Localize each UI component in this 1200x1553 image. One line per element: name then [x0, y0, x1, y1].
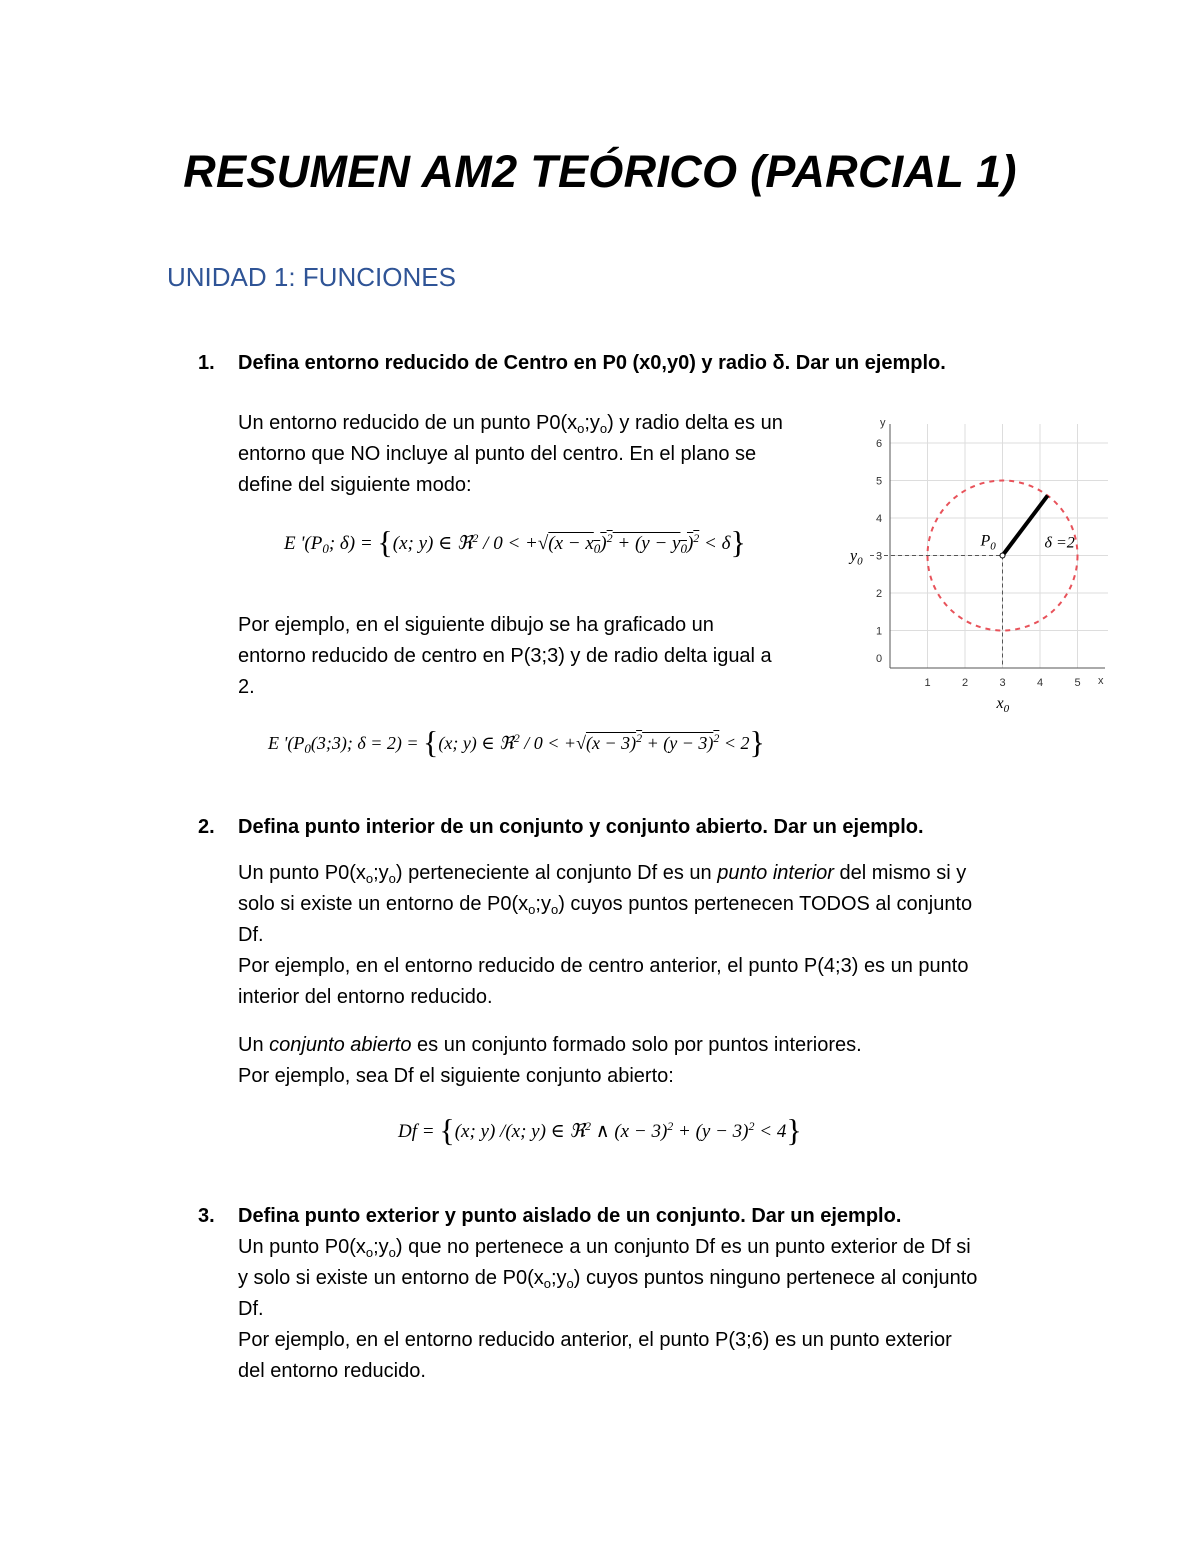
question-text: Defina punto interior de un conjunto y conjunto abierto. Dar un ejemplo.	[238, 816, 924, 838]
x-tick-label: 1	[924, 677, 931, 689]
question-2-title	[198, 816, 924, 839]
q1-definition-paragraph	[238, 408, 783, 501]
text-line: define del siguiente modo:	[238, 474, 472, 496]
question-text: Defina punto exterior y punto aislado de un conjunto. Dar un ejemplo.	[238, 1205, 902, 1227]
q2-interior-paragraph	[238, 858, 972, 1013]
formula-open-set: Df = {(x; y) /(x; y) ∈ ℜ$^2$ ∧ $(x - 3)^2 + (y - 3)^2 < 4$}	[398, 1112, 802, 1148]
y-axis-label: y	[880, 417, 886, 429]
x-tick-label: 2	[962, 677, 969, 689]
q2-open-set-paragraph	[238, 1030, 862, 1092]
text-line: entorno que NO incluye al punto del centro. En el plano se	[238, 443, 757, 465]
text-line: interior del entorno reducido.	[238, 986, 493, 1008]
unit-heading: UNIDAD 1: FUNCIONES	[167, 262, 456, 292]
y-tick-label: 6	[876, 438, 883, 450]
question-text: Defina entorno reducido de Centro en P0 (x0,y0) y radio δ. Dar un ejemplo.	[238, 352, 946, 374]
text-line: Un entorno reducido de un punto $P0(x_o;y_o)$ y radio delta es un	[238, 412, 783, 436]
radius-segment	[1003, 496, 1048, 556]
text-line: y solo si existe un entorno de $P0(x_o;y_o)$ cuyos puntos ninguno pertenece al conjunto	[238, 1267, 978, 1291]
axis-ticks	[876, 438, 1081, 689]
y-tick-label: 5	[876, 475, 883, 488]
y-tick-label: 4	[876, 513, 883, 525]
y-tick-label: 1	[876, 625, 883, 638]
x-tick-label: 4	[1037, 677, 1044, 689]
x-axis-label: x	[1098, 675, 1104, 687]
x-tick-label: 3	[999, 677, 1006, 689]
y0-label: $y_0$	[850, 547, 863, 568]
y-tick-label: 3	[876, 550, 883, 563]
formula-reduced-neighborhood: E '($P_0$; δ) = {(x; y) ∈ ℜ$^2$ / $0 < +√(x - x_0)^2 + (y - y_0)^2 < \delta$}	[284, 524, 746, 560]
question-number: 1.	[198, 352, 215, 374]
text-line: Un punto $P0(x_o;y_o)$ que no pertenece a un conjunto Df es un punto exterior de Df si	[238, 1236, 971, 1260]
q3-exterior-paragraph	[238, 1232, 977, 1387]
text-line: del entorno reducido.	[238, 1360, 426, 1382]
center-point	[1000, 553, 1005, 558]
question-1-title	[198, 352, 946, 375]
y-tick-label: 0	[876, 653, 883, 665]
text-line: Por ejemplo, en el entorno reducido anterior, el punto P(3;6) es un punto exterior	[238, 1329, 952, 1351]
text-line: Un conjunto abierto es un conjunto formado solo por puntos interiores.	[238, 1034, 862, 1056]
text-line: Por ejemplo, sea Df el siguiente conjunto abierto:	[238, 1065, 674, 1087]
text-line: 2.	[238, 676, 255, 698]
question-3-title	[198, 1205, 901, 1228]
formula-example-neighborhood: E '($P_0(3;3)$; δ = 2) = {(x; y) ∈ ℜ$^2$ / $0 < +√(x - 3)^2 + (y - 3)^2 < 2$}	[268, 724, 765, 760]
question-number: 3.	[198, 1205, 215, 1227]
text-line: Df.	[238, 924, 264, 946]
text-line: Por ejemplo, en el siguiente dibujo se ha graficado un	[238, 614, 714, 636]
x-tick-label: 5	[1074, 677, 1081, 689]
p0-label: $P_0$	[980, 532, 996, 553]
q1-example-paragraph	[238, 610, 772, 703]
text-line: Un punto $P0(x_o;y_o)$ perteneciente al conjunto Df es un punto interior del mismo si y	[238, 862, 967, 886]
page-title: RESUMEN AM2 TEÓRICO (PARCIAL 1)	[183, 146, 1017, 197]
text-line: solo si existe un entorno de $P0(x_o;y_o)$ cuyos puntos pertenecen TODOS al conjunto	[238, 893, 973, 917]
x0-label: $x_0$	[996, 695, 1010, 715]
delta-label: δ =2	[1044, 534, 1075, 552]
y-tick-label: 2	[876, 588, 883, 600]
text-line: Por ejemplo, en el entorno reducido de centro anterior, el punto P(4;3) es un punto	[238, 955, 969, 977]
question-number: 2.	[198, 816, 215, 838]
text-line: Df.	[238, 1298, 264, 1320]
text-line: entorno reducido de centro en P(3;3) y de radio delta igual a	[238, 645, 772, 667]
neighborhood-graph	[840, 410, 1120, 720]
